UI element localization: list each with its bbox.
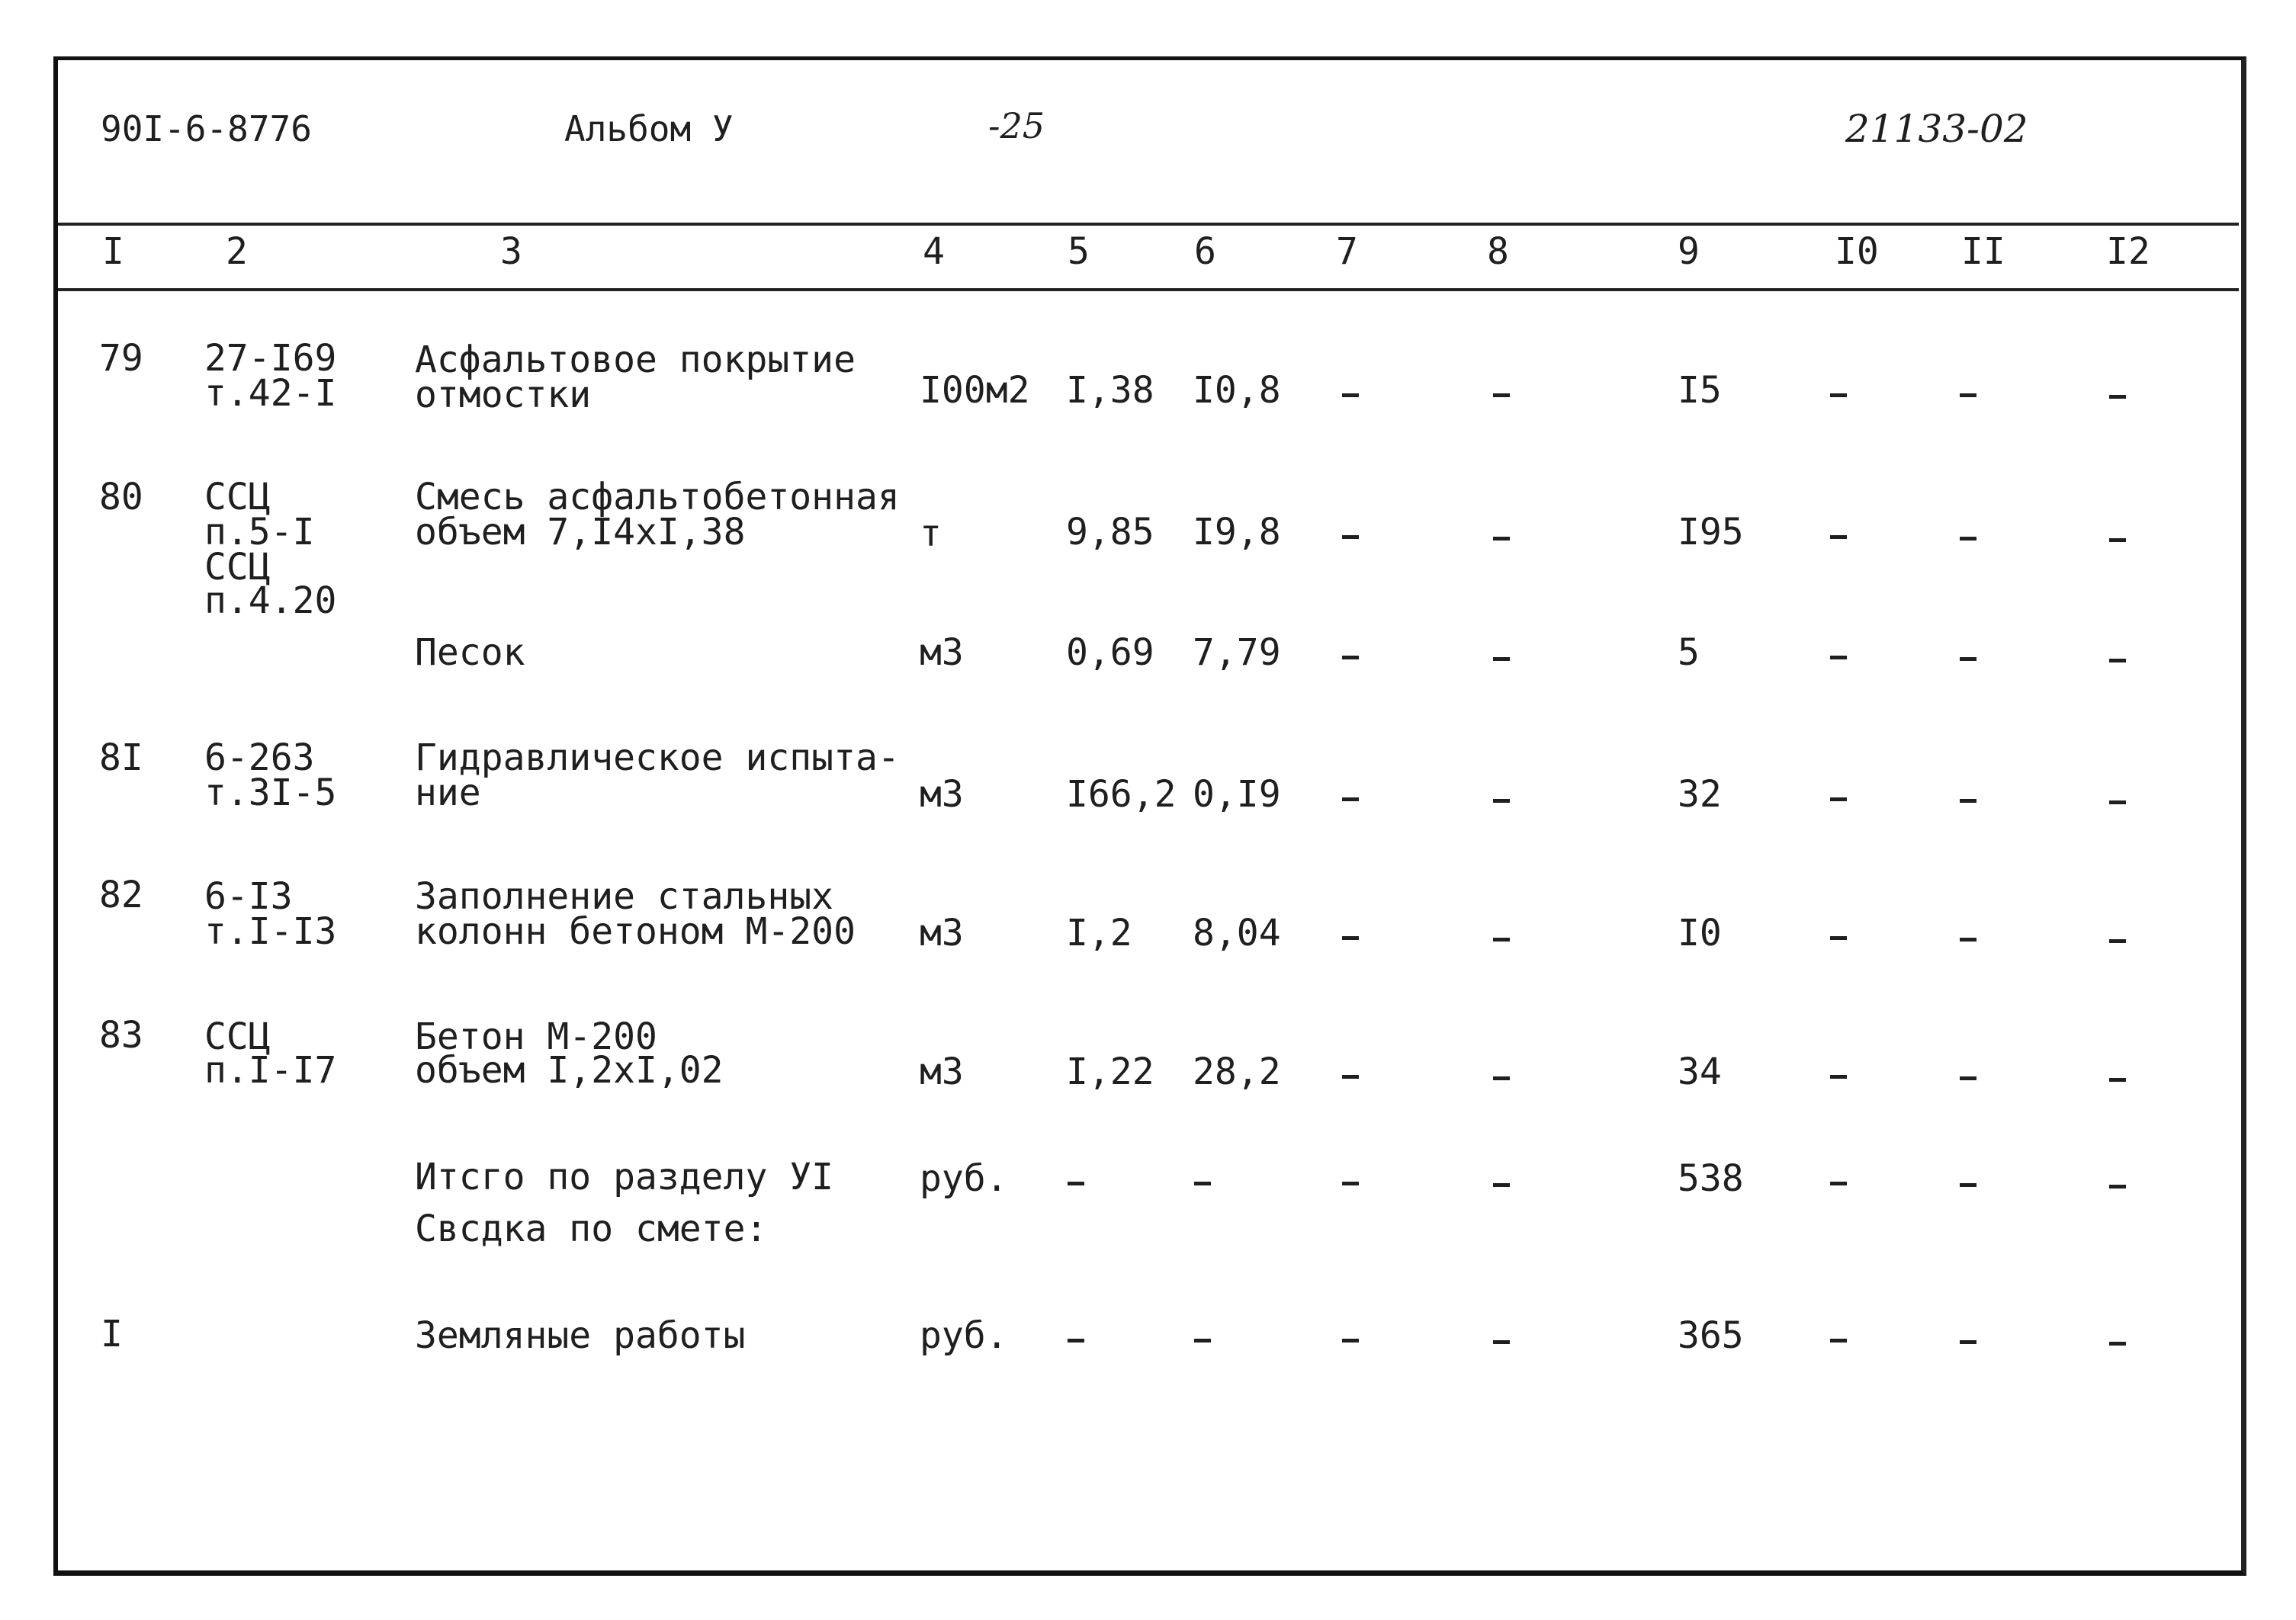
col-header-3: 3 xyxy=(500,230,522,273)
empty-dash xyxy=(1960,1340,1976,1344)
row-col5-dash xyxy=(1068,1339,1084,1343)
empty-dash xyxy=(1960,393,1976,397)
row-name-line: Заполнение стальных xyxy=(415,875,834,918)
empty-dash xyxy=(1960,938,1976,942)
row-col6-dash xyxy=(1194,1339,1211,1343)
empty-dash xyxy=(1830,656,1847,659)
row-code-line: ССЦ xyxy=(204,1015,271,1058)
row-name-line: объем 7,I4xI,38 xyxy=(415,511,746,553)
row-col9: I0 xyxy=(1678,912,1722,954)
empty-dash xyxy=(1830,936,1847,940)
row-name-line: Смесь асфальтобетонная xyxy=(415,476,900,518)
col-header-11: II xyxy=(1961,230,2005,273)
col-header-1: I xyxy=(102,230,124,273)
row-code-line: ССЦ xyxy=(204,546,271,589)
row-name-line: колонн бетоном М-200 xyxy=(415,910,856,953)
row-col5: 0,69 xyxy=(1066,631,1154,674)
row-col5-dash xyxy=(1068,1182,1084,1185)
row-unit: м3 xyxy=(920,1051,964,1093)
row-col9: I95 xyxy=(1678,511,1744,553)
empty-dash xyxy=(1342,535,1359,539)
row-col6: 0,I9 xyxy=(1193,773,1281,816)
empty-dash xyxy=(2109,538,2126,542)
col-header-6: 6 xyxy=(1194,230,1216,273)
empty-dash xyxy=(1830,393,1847,397)
empty-dash xyxy=(1493,1183,1510,1187)
row-code-line: т.I-I3 xyxy=(204,910,337,953)
row-unit: м3 xyxy=(920,912,964,954)
row-code-line: ССЦ xyxy=(204,476,271,518)
row-col9: 365 xyxy=(1678,1314,1744,1357)
row-unit: м3 xyxy=(920,631,964,674)
row-number: 79 xyxy=(99,337,143,380)
empty-dash xyxy=(2109,1185,2126,1189)
empty-dash xyxy=(1830,1339,1847,1343)
row-name-line: Бетон М-200 xyxy=(415,1015,657,1058)
row-unit: руб. xyxy=(920,1314,1008,1357)
row-name-line: Земляные работы xyxy=(415,1314,746,1357)
row-col5: I,38 xyxy=(1066,369,1154,412)
row-code-line: п.I-I7 xyxy=(204,1049,337,1092)
row-col9: I5 xyxy=(1678,369,1722,412)
row-code-line: т.42-I xyxy=(204,372,337,415)
empty-dash xyxy=(1960,799,1976,803)
empty-dash xyxy=(1493,1076,1510,1080)
empty-dash xyxy=(1342,1075,1359,1079)
row-code-line: п.5-I xyxy=(204,511,315,553)
row-number: 80 xyxy=(99,476,143,518)
row-number: 83 xyxy=(99,1014,143,1057)
row-name-line: объем I,2xI,02 xyxy=(415,1049,724,1092)
inventory-number: 21133-02 xyxy=(1845,107,2028,151)
header-rule-bottom xyxy=(58,288,2239,291)
row-col9: 34 xyxy=(1678,1051,1722,1093)
row-unit: т xyxy=(920,512,942,555)
col-header-4: 4 xyxy=(923,230,945,273)
empty-dash xyxy=(1830,1075,1847,1079)
row-name-line: Песок xyxy=(415,631,525,674)
doc-code xyxy=(101,108,312,149)
empty-dash xyxy=(1493,799,1510,803)
row-col5: I,22 xyxy=(1066,1051,1154,1093)
row-col6: 28,2 xyxy=(1193,1051,1281,1093)
row-col5: I,2 xyxy=(1066,912,1132,954)
row-col6: I9,8 xyxy=(1193,511,1281,553)
row-col9: 538 xyxy=(1678,1157,1744,1200)
col-header-12: I2 xyxy=(2106,230,2150,273)
row-col5: 9,85 xyxy=(1066,511,1154,553)
page-number: -25 xyxy=(988,105,1045,146)
document-frame xyxy=(53,56,2246,1576)
col-header-5: 5 xyxy=(1068,230,1090,273)
row-number: 8I xyxy=(99,736,143,779)
row-code-line: т.3I-5 xyxy=(204,772,337,814)
empty-dash xyxy=(1342,797,1359,801)
empty-dash xyxy=(2109,1342,2126,1346)
summary-heading: Свсдка по смете: xyxy=(415,1208,768,1250)
row-code-line: 6-263 xyxy=(204,736,315,779)
empty-dash xyxy=(1960,1076,1976,1080)
section-total-label: Итсго по разделу УI xyxy=(415,1156,834,1198)
col-header-10: I0 xyxy=(1835,230,1879,273)
empty-dash xyxy=(1830,535,1847,539)
row-name-line: отмостки xyxy=(415,374,592,416)
row-col6: 8,04 xyxy=(1193,912,1281,954)
row-unit: руб. xyxy=(920,1157,1008,1200)
row-col9: 32 xyxy=(1678,773,1722,816)
empty-dash xyxy=(1493,938,1510,942)
row-number: I xyxy=(101,1313,123,1355)
row-unit: I00м2 xyxy=(920,369,1030,412)
header-rule-top xyxy=(58,223,2239,226)
col-header-8: 8 xyxy=(1487,230,1509,273)
row-col6: I0,8 xyxy=(1193,369,1281,412)
col-header-7: 7 xyxy=(1336,230,1358,273)
empty-dash xyxy=(1493,393,1510,397)
empty-dash xyxy=(1493,1340,1510,1344)
empty-dash xyxy=(1342,393,1359,397)
doc-code-text: 90I-6-8776 xyxy=(101,108,312,149)
row-col6: 7,79 xyxy=(1193,631,1281,674)
row-name-line: Гидравлическое испыта- xyxy=(415,736,900,779)
empty-dash xyxy=(1960,657,1976,661)
row-number: 82 xyxy=(99,874,143,916)
empty-dash xyxy=(1342,656,1359,659)
row-name-line: Асфальтовое покрытие xyxy=(415,338,856,381)
empty-dash xyxy=(1830,797,1847,801)
empty-dash xyxy=(2109,939,2126,943)
row-code-line: п.4.20 xyxy=(204,579,337,622)
empty-dash xyxy=(2109,395,2126,399)
empty-dash xyxy=(1960,1183,1976,1187)
row-col5: I66,2 xyxy=(1066,773,1177,816)
empty-dash xyxy=(2109,800,2126,804)
empty-dash xyxy=(1960,537,1976,541)
empty-dash xyxy=(1342,936,1359,940)
row-code-line: 6-I3 xyxy=(204,875,293,918)
empty-dash xyxy=(1342,1182,1359,1185)
row-code-line: 27-I69 xyxy=(204,337,337,380)
empty-dash xyxy=(1493,537,1510,541)
row-col6-dash xyxy=(1194,1182,1211,1185)
col-header-2: 2 xyxy=(226,230,248,273)
empty-dash xyxy=(1493,657,1510,661)
empty-dash xyxy=(1830,1182,1847,1185)
empty-dash xyxy=(1342,1339,1359,1343)
empty-dash xyxy=(2109,1078,2126,1082)
empty-dash xyxy=(2109,659,2126,662)
col-header-9: 9 xyxy=(1678,230,1700,273)
row-col9: 5 xyxy=(1678,631,1700,674)
row-unit: м3 xyxy=(920,773,964,816)
row-name-line: ние xyxy=(415,772,481,814)
album-title: Альбом У xyxy=(564,108,734,149)
